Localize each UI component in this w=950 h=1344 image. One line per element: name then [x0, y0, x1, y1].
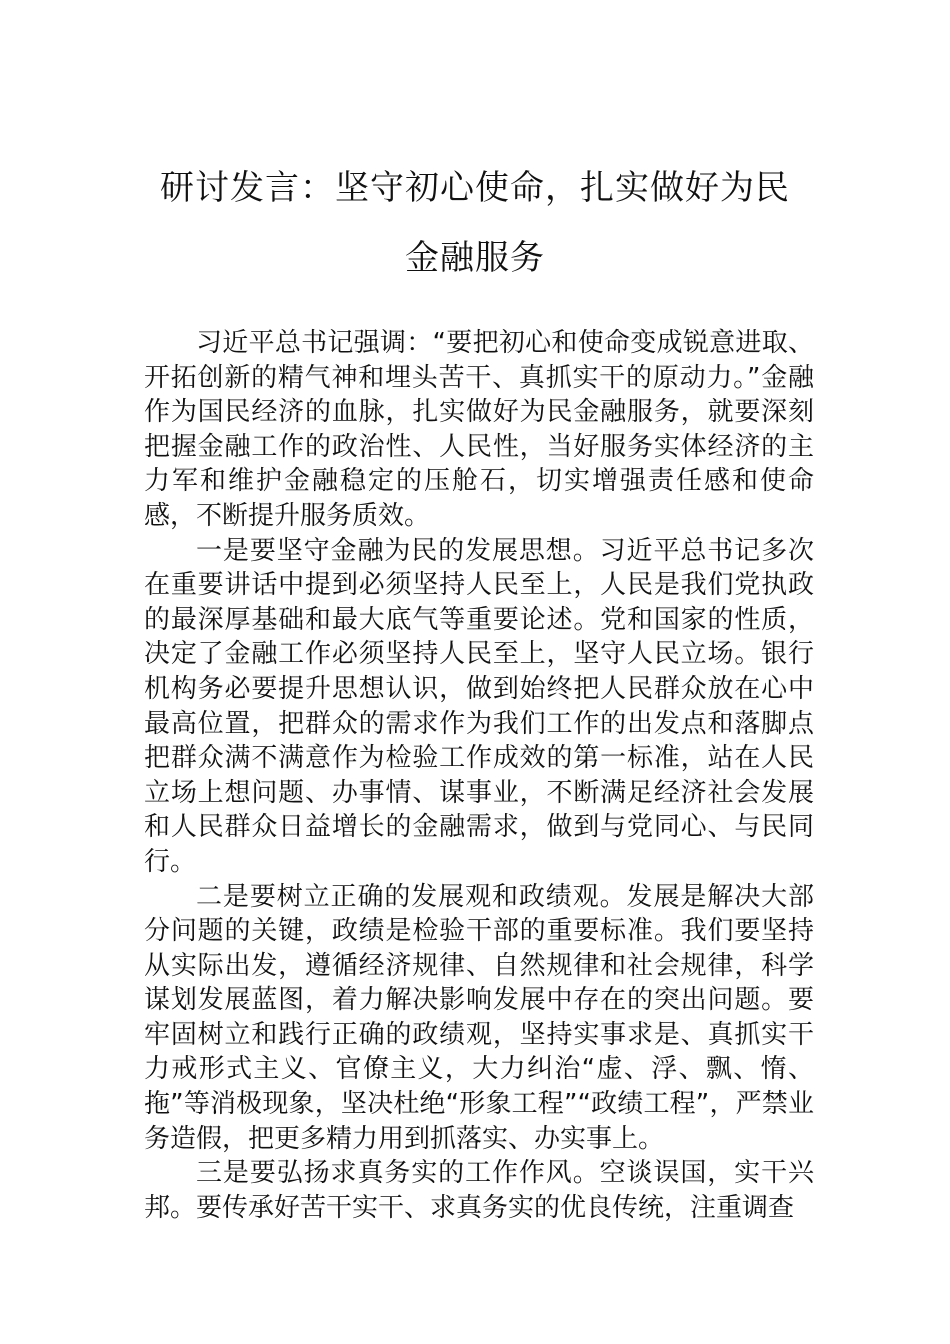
document-body: [144, 326, 814, 1225]
document-title-line-1: 研讨发言：坚守初心使命，扎实做好为民: [160, 168, 790, 208]
paragraph-point-3: 三是要弘扬求真务实的工作作风。空谈误国，实干兴邦。要传承好苦干实干、求真务实的优良传统，注重调查: [144, 1158, 814, 1223]
document-title-line-2: 金融服务: [405, 238, 545, 278]
paragraph-point-2: 二是要树立正确的发展观和政绩观。发展是解决大部分问题的关键，政绩是检验干部的重要标准。我们要坚持从实际出发，遵循经济规律、自然规律和社会规律，科学谋划发展蓝图，着力解决影响发展中存在的突出问题。要牢固树立和践行正确的政绩观，坚持实事求是、真抓实干力戒形式主义、官僚主义，大力纠治“虚、浮、飘、惰、拖”等消极现象，坚决杜绝“形象工程”“政绩工程”，严禁业务造假，把更多精力用到抓落实、办实事上。: [144, 881, 814, 1154]
paragraph-intro: 习近平总书记强调：“要把初心和使命变成锐意进取、开拓创新的精气神和埋头苦干、真抓实干的原动力。”金融作为国民经济的血脉，扎实做好为民金融服务，就要深刻把握金融工作的政治性、人民性，当好服务实体经济的主力军和维护金融稳定的压舱石，切实增强责任感和使命感，不断提升服务质效。: [144, 328, 814, 531]
paragraph-point-1: 一是要坚守金融为民的发展思想。习近平总书记多次在重要讲话中提到必须坚持人民至上，人民是我们党执政的最深厚基础和最大底气等重要论述。党和国家的性质，决定了金融工作必须坚持人民至上，坚守人民立场。银行机构务必要提升思想认识，做到始终把人民群众放在心中最高位置，把群众的需求作为我们工作的出发点和落脚点把群众满不满意作为检验工作成效的第一标准，站在人民立场上想问题、办事情、谋事业，不断满足经济社会发展和人民群众日益增长的金融需求，做到与党同心、与民同行。: [144, 535, 814, 877]
